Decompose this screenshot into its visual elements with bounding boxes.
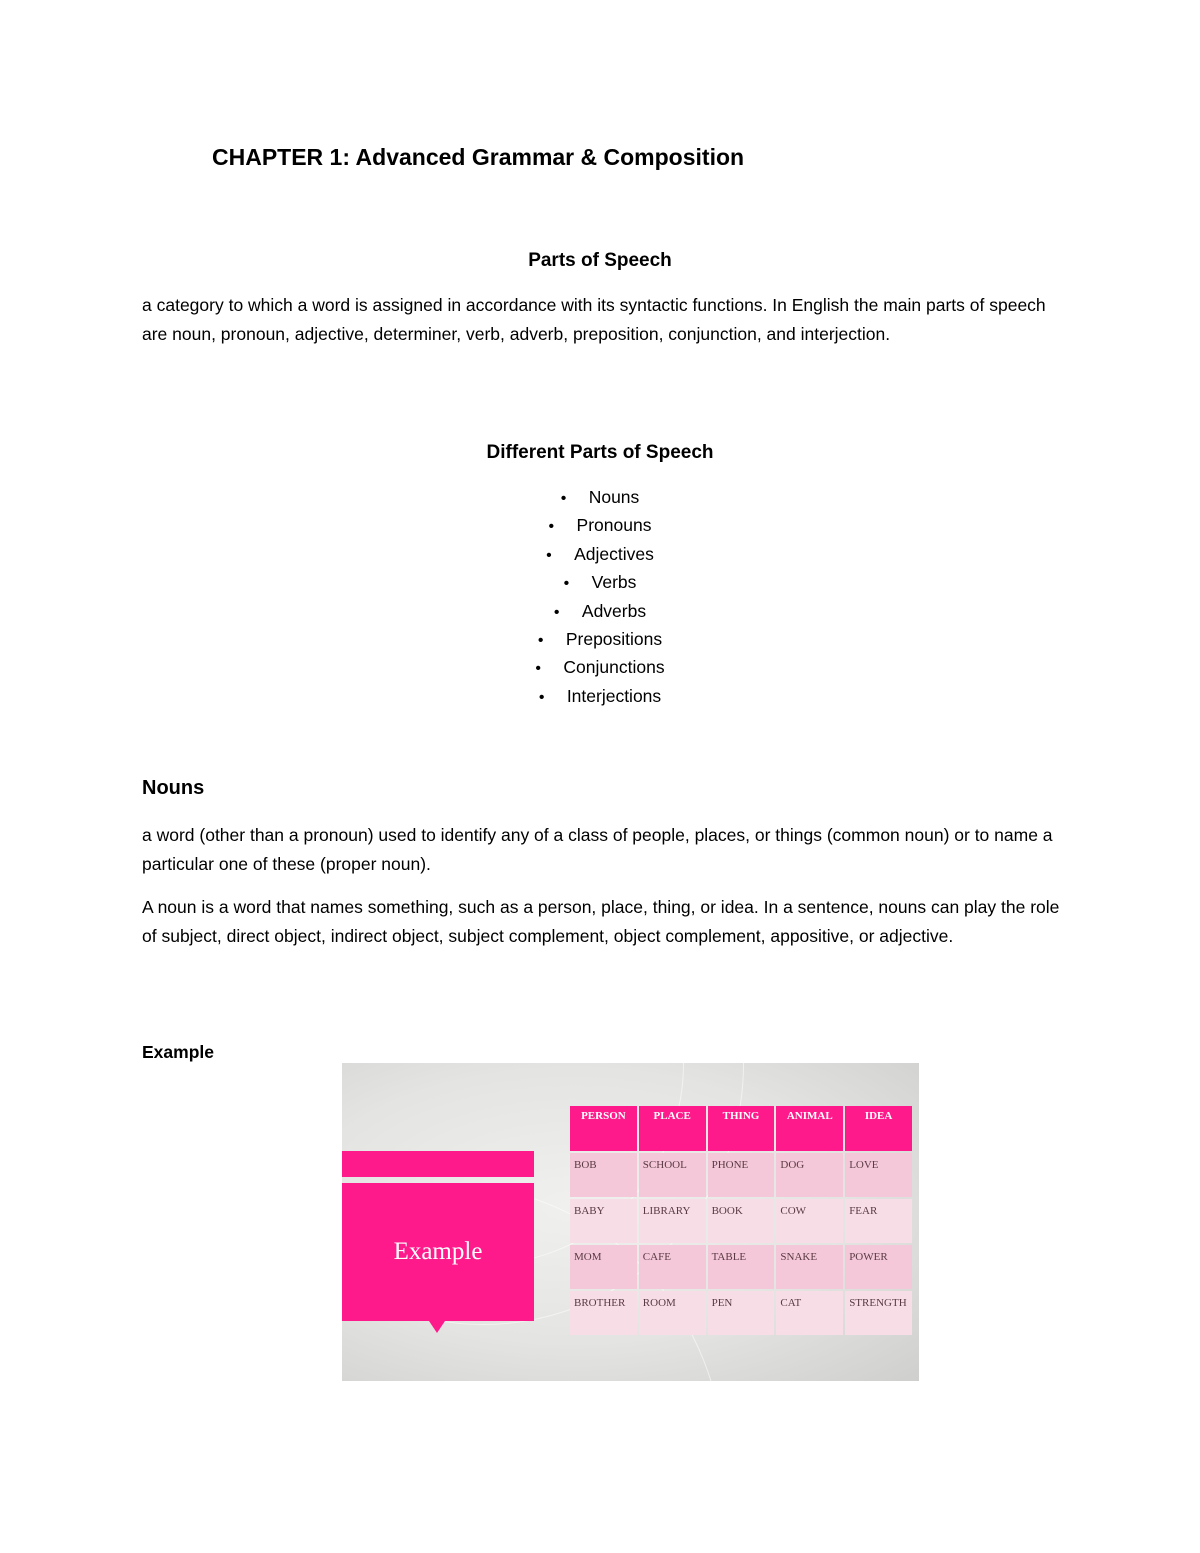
table-cell: STRENGTH bbox=[845, 1291, 912, 1335]
parts-of-speech-heading: Parts of Speech bbox=[528, 250, 672, 271]
table-row bbox=[570, 1291, 912, 1335]
column-header: PLACE bbox=[639, 1106, 706, 1151]
list-item: • Nouns bbox=[0, 483, 1200, 511]
table-cell: TABLE bbox=[708, 1245, 775, 1289]
column-header: IDEA bbox=[845, 1106, 912, 1151]
bullet-icon: • bbox=[553, 603, 560, 621]
list-item: • Prepositions bbox=[0, 625, 1200, 653]
noun-examples-table bbox=[568, 1104, 914, 1337]
table-cell: BOOK bbox=[708, 1199, 775, 1243]
bullet-icon: • bbox=[560, 490, 567, 507]
slide-callout-box bbox=[342, 1183, 534, 1321]
different-parts-heading: Different Parts of Speech bbox=[486, 442, 714, 463]
parts-of-speech-definition: a category to which a word is assigned in accordance with its syntactic functions. In English the main parts of speech are noun, pronoun, adjective, determiner, verb, adverb, preposition, conjunction, and interjection. bbox=[142, 295, 1046, 344]
list-item: • Adjectives bbox=[0, 540, 1200, 568]
table-row bbox=[570, 1199, 912, 1243]
table-cell: COW bbox=[776, 1199, 843, 1243]
nouns-definition: a word (other than a pronoun) used to identify any of a class of people, places, or things (common noun) or to name a particular one of these (proper noun). bbox=[142, 825, 1053, 874]
bullet-icon: • bbox=[537, 631, 544, 649]
list-item: • Verbs bbox=[0, 568, 1200, 596]
table-cell: ROOM bbox=[639, 1291, 706, 1335]
table-cell: DOG bbox=[776, 1153, 843, 1197]
column-header: THING bbox=[708, 1106, 775, 1151]
table-header-row bbox=[570, 1106, 912, 1151]
list-item: • Adverbs bbox=[0, 597, 1200, 625]
table-cell: PEN bbox=[708, 1291, 775, 1335]
chapter-title: CHAPTER 1: Advanced Grammar & Composition bbox=[212, 144, 745, 170]
table-cell: BOB bbox=[570, 1153, 637, 1197]
table-cell: SNAKE bbox=[776, 1245, 843, 1289]
slide-title-strip bbox=[342, 1151, 534, 1177]
list-item: • Interjections bbox=[0, 682, 1200, 710]
example-label: Example bbox=[142, 1042, 214, 1062]
table-cell: POWER bbox=[845, 1245, 912, 1289]
table-cell: LIBRARY bbox=[639, 1199, 706, 1243]
table-cell: LOVE bbox=[845, 1153, 912, 1197]
column-header: PERSON bbox=[570, 1106, 637, 1151]
table-cell: MOM bbox=[570, 1245, 637, 1289]
parts-of-speech-list bbox=[0, 483, 1200, 710]
nouns-description: A noun is a word that names something, such as a person, place, thing, or idea. In a sentence, nouns can play the role of subject, direct object, indirect object, subject complement, object complement, appositive, or adjective. bbox=[142, 897, 1060, 946]
nouns-heading: Nouns bbox=[142, 777, 205, 799]
bullet-icon: • bbox=[546, 546, 552, 564]
table-cell: BABY bbox=[570, 1199, 637, 1243]
bullet-icon: • bbox=[538, 688, 545, 706]
bullet-icon: • bbox=[535, 660, 542, 678]
callout-pointer bbox=[429, 1321, 445, 1333]
slide-callout-text: Example bbox=[393, 1238, 483, 1265]
table-row bbox=[570, 1153, 912, 1197]
table-row bbox=[570, 1245, 912, 1289]
table-cell: SCHOOL bbox=[639, 1153, 706, 1197]
table-cell: FEAR bbox=[845, 1199, 912, 1243]
table-cell: CAT bbox=[776, 1291, 843, 1335]
list-item: • Conjunctions bbox=[0, 653, 1200, 681]
bullet-icon: • bbox=[548, 518, 555, 536]
table-cell: PHONE bbox=[708, 1153, 775, 1197]
table-cell: CAFE bbox=[639, 1245, 706, 1289]
list-item: • Pronouns bbox=[0, 511, 1200, 539]
bullet-icon: • bbox=[563, 575, 570, 593]
column-header: ANIMAL bbox=[776, 1106, 843, 1151]
table-cell: BROTHER bbox=[570, 1291, 637, 1335]
example-slide-image bbox=[342, 1063, 919, 1381]
